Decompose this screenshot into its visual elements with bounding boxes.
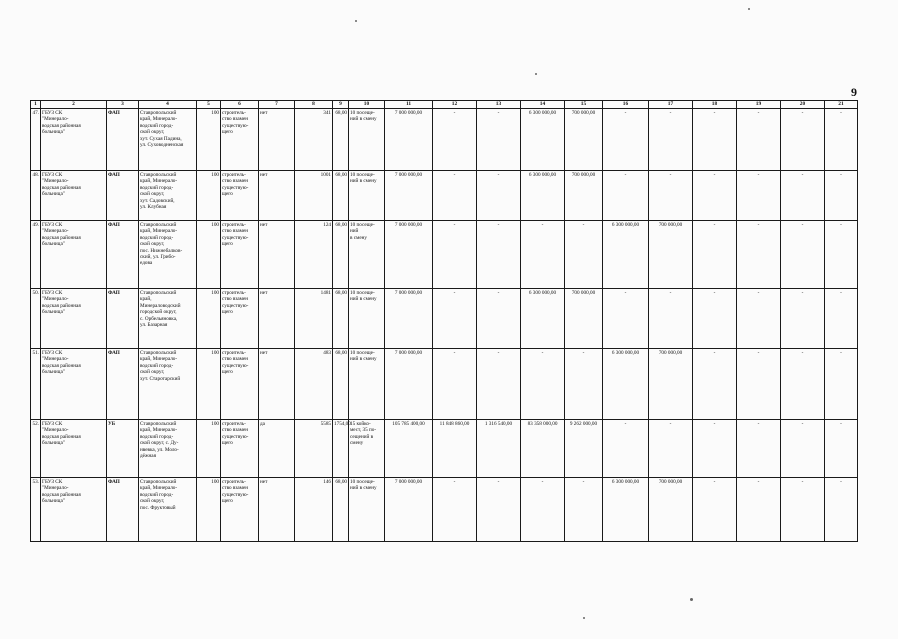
work-type — [221, 420, 259, 478]
facility-address — [139, 420, 197, 478]
cost-col-21: - — [825, 289, 858, 349]
facility-address-line: хут. Старотарский — [140, 375, 181, 382]
design-estimate-flag: нет — [259, 221, 295, 289]
work-type-line: строитель- — [222, 172, 246, 178]
cost-col-16: 6 300 000,00 — [603, 349, 649, 420]
cost-col-12: - — [433, 349, 477, 420]
facility-address-line: ул. Клубная — [140, 204, 167, 211]
organization-name-line: ГБУЗ СК — [42, 222, 63, 228]
facility-address-line: Ставропольский — [140, 350, 177, 356]
organization-name-line: "Минерало- — [42, 356, 69, 363]
facility-address-line: край, Минерало- — [140, 356, 178, 363]
organization-name-line: больница" — [42, 369, 65, 376]
facility-type: ФАП — [107, 349, 139, 420]
area-value: 68,00 — [333, 478, 349, 542]
area-value: 68,00 — [333, 349, 349, 420]
design-estimate-flag: нет — [259, 478, 295, 542]
column-number: 5 — [197, 101, 221, 109]
cost-col-14: 6 300 000,00 — [521, 289, 565, 349]
facility-address-line: Ставропольский — [140, 172, 177, 178]
capacity-line: ний — [350, 228, 359, 235]
cost-col-17: - — [649, 171, 693, 221]
facility-address-line: пос. Фруктовый — [140, 504, 176, 511]
readiness-percent: 100 — [197, 109, 221, 171]
capacity — [349, 289, 385, 349]
organization-name-line: ГБУЗ СК — [42, 479, 63, 485]
design-estimate-flag: да — [259, 420, 295, 478]
facility-address-line: дёжная — [140, 453, 156, 460]
facility-address — [139, 478, 197, 542]
cost-col-17: 700 000,00 — [649, 478, 693, 542]
capacity-line: 10 посеще- — [350, 110, 375, 116]
facility-address-line: край, Минерало- — [140, 427, 178, 434]
work-type-line: существую- — [222, 302, 249, 309]
organization-name-line: водская районная — [42, 184, 81, 191]
scan-speck — [355, 20, 357, 22]
cost-col-20: - — [781, 221, 825, 289]
organization-name-line: ГБУЗ СК — [42, 421, 63, 427]
work-type-line: ство взамен — [222, 485, 249, 492]
facility-address-line: водский город- — [140, 122, 174, 129]
work-type — [221, 478, 259, 542]
column-number: 10 — [349, 101, 385, 109]
table-row — [31, 289, 858, 349]
work-type-line: щего — [222, 369, 233, 376]
column-number: 12 — [433, 101, 477, 109]
facility-address-line: Ставропольский — [140, 421, 177, 427]
work-type-line: строитель- — [222, 479, 246, 485]
facility-address-line: Ставропольский — [140, 222, 177, 228]
work-type-line: строитель- — [222, 421, 246, 427]
organization-name-line: водская районная — [42, 122, 81, 129]
facility-address-line: край, Минерало- — [140, 228, 178, 235]
organization-name-line: "Минерало- — [42, 296, 69, 303]
facility-address — [139, 221, 197, 289]
organization-name — [41, 171, 107, 221]
facility-address-line: ской округ, — [140, 129, 165, 136]
cost-col-14: - — [521, 478, 565, 542]
table-row — [31, 349, 858, 420]
cost-col-18: - — [693, 478, 737, 542]
cost-col-15: - — [565, 478, 603, 542]
facility-address-line: едова — [140, 260, 153, 267]
column-number: 9 — [333, 101, 349, 109]
cost-col-20: - — [781, 289, 825, 349]
facility-address-line: ской округ, — [140, 191, 165, 198]
work-type-line: щего — [222, 309, 233, 316]
facility-type: ФАП — [107, 109, 139, 171]
facility-type: ФАП — [107, 221, 139, 289]
facility-address — [139, 171, 197, 221]
cost-col-19: - — [737, 171, 781, 221]
facility-address-line: хут. Сухая Падина, — [140, 135, 182, 142]
capacity-line: 10 посеще- — [350, 350, 375, 356]
facility-address-line: ул. Базарная — [140, 322, 168, 329]
investment-table — [30, 100, 858, 542]
capacity-line: 10 посеще- — [350, 172, 375, 178]
cost-col-13: - — [477, 478, 521, 542]
work-type-line: щего — [222, 129, 233, 136]
readiness-percent: 100 — [197, 349, 221, 420]
scan-speck — [748, 8, 750, 10]
organization-name — [41, 478, 107, 542]
work-type-line: щего — [222, 440, 233, 447]
total-cost: 7 000 000,00 — [385, 289, 433, 349]
design-estimate-flag: нет — [259, 171, 295, 221]
served-population: 5585 — [295, 420, 333, 478]
served-population: 1001 — [295, 171, 333, 221]
facility-address-line: водский город- — [140, 184, 174, 191]
organization-name-line: водская районная — [42, 433, 81, 440]
organization-name-line: больница" — [42, 440, 65, 447]
area-value: 68,00 — [333, 109, 349, 171]
facility-address — [139, 349, 197, 420]
design-estimate-flag: нет — [259, 289, 295, 349]
cost-col-13: - — [477, 171, 521, 221]
cost-col-14: - — [521, 221, 565, 289]
readiness-percent: 100 — [197, 221, 221, 289]
table-body — [31, 101, 858, 542]
work-type-line: строитель- — [222, 222, 246, 228]
capacity-line: мест, 35 по- — [350, 427, 377, 434]
organization-name — [41, 420, 107, 478]
capacity — [349, 478, 385, 542]
work-type-line: существую- — [222, 234, 249, 241]
capacity-line: в смену — [350, 234, 368, 241]
work-type — [221, 349, 259, 420]
cost-col-21: - — [825, 349, 858, 420]
cost-col-21: - — [825, 171, 858, 221]
row-number: 53. — [31, 478, 41, 542]
cost-col-15: - — [565, 349, 603, 420]
cost-col-14: 6 300 000,00 — [521, 171, 565, 221]
cost-col-13: - — [477, 109, 521, 171]
facility-address-line: ской округ, — [140, 241, 165, 248]
column-number: 20 — [781, 101, 825, 109]
page-number: 9 — [851, 85, 857, 99]
capacity — [349, 420, 385, 478]
total-cost: 7 000 000,00 — [385, 478, 433, 542]
area-value: 68,00 — [333, 171, 349, 221]
cost-col-18: - — [693, 349, 737, 420]
organization-name-line: "Минерало- — [42, 485, 69, 492]
served-population: 146 — [295, 478, 333, 542]
cost-col-20: - — [781, 109, 825, 171]
cost-col-17: - — [649, 289, 693, 349]
work-type — [221, 171, 259, 221]
column-number: 18 — [693, 101, 737, 109]
served-population: 124 — [295, 221, 333, 289]
organization-name-line: водская районная — [42, 234, 81, 241]
cost-col-20: - — [781, 171, 825, 221]
cost-col-12: - — [433, 478, 477, 542]
cost-col-20: - — [781, 478, 825, 542]
facility-address-line: нвевка, ул. Моло- — [140, 446, 179, 453]
organization-name-line: "Минерало- — [42, 116, 69, 123]
organization-name-line: больница" — [42, 309, 65, 316]
column-number: 1 — [31, 101, 41, 109]
scan-speck — [535, 73, 537, 75]
organization-name-line: больница" — [42, 191, 65, 198]
organization-name-line: водская районная — [42, 362, 81, 369]
facility-address-line: край, — [140, 296, 152, 303]
cost-col-19: - — [737, 221, 781, 289]
facility-address — [139, 289, 197, 349]
organization-name-line: "Минерало- — [42, 427, 69, 434]
facility-address-line: ской округ, — [140, 369, 165, 376]
facility-address-line: хут. Садовский, — [140, 197, 175, 204]
facility-address-line: Минераловодский — [140, 302, 181, 309]
cost-col-21: - — [825, 221, 858, 289]
table-row — [31, 478, 858, 542]
work-type-line: существую- — [222, 184, 249, 191]
cost-col-17: 700 000,00 — [649, 349, 693, 420]
column-number: 2 — [41, 101, 107, 109]
cost-col-17: - — [649, 420, 693, 478]
facility-type: ФАП — [107, 171, 139, 221]
work-type-line: ство взамен — [222, 116, 249, 123]
facility-address-line: ский, ул. Грибо- — [140, 254, 176, 261]
cost-col-14: 83 358 000,00 — [521, 420, 565, 478]
cost-col-19: - — [737, 349, 781, 420]
column-number: 17 — [649, 101, 693, 109]
organization-name — [41, 349, 107, 420]
organization-name-line: "Минерало- — [42, 228, 69, 235]
cost-col-16: - — [603, 109, 649, 171]
work-type-line: строитель- — [222, 110, 246, 116]
cost-col-15: 700 000,00 — [565, 109, 603, 171]
column-number: 13 — [477, 101, 521, 109]
work-type-line: щего — [222, 191, 233, 198]
readiness-percent: 100 — [197, 289, 221, 349]
table-row — [31, 109, 858, 171]
served-population: 341 — [295, 109, 333, 171]
scan-speck — [690, 598, 693, 601]
cost-col-17: 700 000,00 — [649, 221, 693, 289]
organization-name-line: водская районная — [42, 302, 81, 309]
facility-address — [139, 109, 197, 171]
capacity — [349, 171, 385, 221]
table-row — [31, 171, 858, 221]
facility-address-line: Ставропольский — [140, 290, 177, 296]
work-type-line: ство взамен — [222, 178, 249, 185]
column-number: 15 — [565, 101, 603, 109]
capacity-line: ний в смену — [350, 296, 377, 303]
column-number: 11 — [385, 101, 433, 109]
design-estimate-flag: нет — [259, 109, 295, 171]
row-number: 51. — [31, 349, 41, 420]
facility-address-line: водский город- — [140, 362, 174, 369]
work-type-line: строитель- — [222, 290, 246, 296]
facility-address-line: Ставропольский — [140, 110, 177, 116]
organization-name — [41, 289, 107, 349]
cost-col-18: - — [693, 221, 737, 289]
total-cost: 105 785 400,00 — [385, 420, 433, 478]
row-number: 48. — [31, 171, 41, 221]
total-cost: 7 000 000,00 — [385, 349, 433, 420]
cost-col-18: - — [693, 171, 737, 221]
organization-name-line: больница" — [42, 498, 65, 505]
cost-col-18: - — [693, 289, 737, 349]
cost-col-15: 9 262 000,00 — [565, 420, 603, 478]
row-number: 47. — [31, 109, 41, 171]
cost-col-16: - — [603, 171, 649, 221]
facility-address-line: ской округ, с. Ду- — [140, 440, 179, 447]
organization-name-line: "Минерало- — [42, 178, 69, 185]
facility-address-line: пос. Нижнебалков- — [140, 247, 183, 254]
capacity-line: 10 посеще- — [350, 290, 375, 296]
total-cost: 7 000 000,00 — [385, 221, 433, 289]
cost-col-19: - — [737, 289, 781, 349]
served-population: 1481 — [295, 289, 333, 349]
capacity-line: сещений в — [350, 433, 374, 440]
work-type-line: щего — [222, 241, 233, 248]
work-type-line: ство взамен — [222, 228, 249, 235]
capacity-line: 15 койко- — [350, 421, 371, 427]
column-number: 16 — [603, 101, 649, 109]
cost-col-12: - — [433, 221, 477, 289]
cost-col-13: - — [477, 349, 521, 420]
row-number: 49. — [31, 221, 41, 289]
work-type-line: существую- — [222, 491, 249, 498]
column-number: 3 — [107, 101, 139, 109]
organization-name-line: ГБУЗ СК — [42, 350, 63, 356]
column-number: 4 — [139, 101, 197, 109]
organization-name-line: больница" — [42, 241, 65, 248]
facility-address-line: край, Минерало- — [140, 485, 178, 492]
organization-name — [41, 109, 107, 171]
cost-col-13: - — [477, 289, 521, 349]
cost-col-21: - — [825, 420, 858, 478]
cost-col-20: - — [781, 349, 825, 420]
facility-address-line: край, Минерало- — [140, 116, 178, 123]
facility-address-line: край, Минерало- — [140, 178, 178, 185]
table-row — [31, 420, 858, 478]
row-number: 52. — [31, 420, 41, 478]
column-number: 19 — [737, 101, 781, 109]
work-type-line: ство взамен — [222, 427, 249, 434]
facility-address-line: Ставропольский — [140, 479, 177, 485]
cost-col-15: 700 000,00 — [565, 171, 603, 221]
work-type — [221, 289, 259, 349]
cost-col-21: - — [825, 109, 858, 171]
total-cost: 7 000 000,00 — [385, 109, 433, 171]
cost-col-21: - — [825, 478, 858, 542]
facility-address-line: с. Орбельяновка, — [140, 315, 178, 322]
cost-col-16: 6 300 000,00 — [603, 221, 649, 289]
scan-speck — [583, 617, 585, 619]
facility-address-line: водский город- — [140, 491, 174, 498]
capacity — [349, 349, 385, 420]
work-type-line: ство взамен — [222, 356, 249, 363]
cost-col-19: - — [737, 420, 781, 478]
work-type-line: ство взамен — [222, 296, 249, 303]
readiness-percent: 100 — [197, 171, 221, 221]
cost-col-12: 11 848 860,00 — [433, 420, 477, 478]
capacity — [349, 221, 385, 289]
cost-col-12: - — [433, 289, 477, 349]
cost-col-14: 6 300 000,00 — [521, 109, 565, 171]
total-cost: 7 000 000,00 — [385, 171, 433, 221]
organization-name-line: ГБУЗ СК — [42, 172, 63, 178]
cost-col-15: - — [565, 221, 603, 289]
facility-address-line: ул. Суховодненская — [140, 142, 184, 149]
column-number: 6 — [221, 101, 259, 109]
cost-col-13: - — [477, 221, 521, 289]
design-estimate-flag: нет — [259, 349, 295, 420]
facility-type: УБ — [107, 420, 139, 478]
work-type-line: щего — [222, 498, 233, 505]
column-number-row — [31, 101, 858, 109]
capacity-line: 10 посеще- — [350, 222, 375, 228]
cost-col-13: 1 316 540,00 — [477, 420, 521, 478]
cost-col-20: - — [781, 420, 825, 478]
cost-col-16: 6 300 000,00 — [603, 478, 649, 542]
capacity-line: ний в смену — [350, 178, 377, 185]
work-type-line: строитель- — [222, 350, 246, 356]
table-row — [31, 221, 858, 289]
capacity-line: 10 посеще- — [350, 479, 375, 485]
column-number: 7 — [259, 101, 295, 109]
capacity-line: ний в смену — [350, 356, 377, 363]
organization-name-line: больница" — [42, 129, 65, 136]
cost-col-16: - — [603, 420, 649, 478]
cost-col-18: - — [693, 109, 737, 171]
capacity — [349, 109, 385, 171]
cost-col-12: - — [433, 109, 477, 171]
organization-name-line: водская районная — [42, 491, 81, 498]
row-number: 50. — [31, 289, 41, 349]
cost-col-19: - — [737, 478, 781, 542]
capacity-line: ний в смену — [350, 116, 377, 123]
organization-name — [41, 221, 107, 289]
organization-name-line: ГБУЗ СК — [42, 290, 63, 296]
work-type-line: существую- — [222, 362, 249, 369]
area-value: 68,00 — [333, 221, 349, 289]
work-type — [221, 221, 259, 289]
work-type-line: существую- — [222, 433, 249, 440]
cost-col-18: - — [693, 420, 737, 478]
area-value: 68,00 — [333, 289, 349, 349]
facility-address-line: водский город- — [140, 234, 174, 241]
facility-address-line: городской округ, — [140, 309, 177, 316]
area-value: 1754,00 — [333, 420, 349, 478]
column-number: 21 — [825, 101, 858, 109]
cost-col-15: 700 000,00 — [565, 289, 603, 349]
cost-col-12: - — [433, 171, 477, 221]
cost-col-19: - — [737, 109, 781, 171]
organization-name-line: ГБУЗ СК — [42, 110, 63, 116]
facility-address-line: ской округ, — [140, 498, 165, 505]
cost-col-14: - — [521, 349, 565, 420]
work-type-line: существую- — [222, 122, 249, 129]
capacity-line: смену — [350, 440, 364, 447]
work-type — [221, 109, 259, 171]
column-number: 14 — [521, 101, 565, 109]
readiness-percent: 100 — [197, 478, 221, 542]
cost-col-16: - — [603, 289, 649, 349]
served-population: 483 — [295, 349, 333, 420]
facility-type: ФАП — [107, 289, 139, 349]
facility-type: ФАП — [107, 478, 139, 542]
column-number: 8 — [295, 101, 333, 109]
readiness-percent: 100 — [197, 420, 221, 478]
capacity-line: ний в смену — [350, 485, 377, 492]
facility-address-line: водский город- — [140, 433, 174, 440]
cost-col-17: - — [649, 109, 693, 171]
